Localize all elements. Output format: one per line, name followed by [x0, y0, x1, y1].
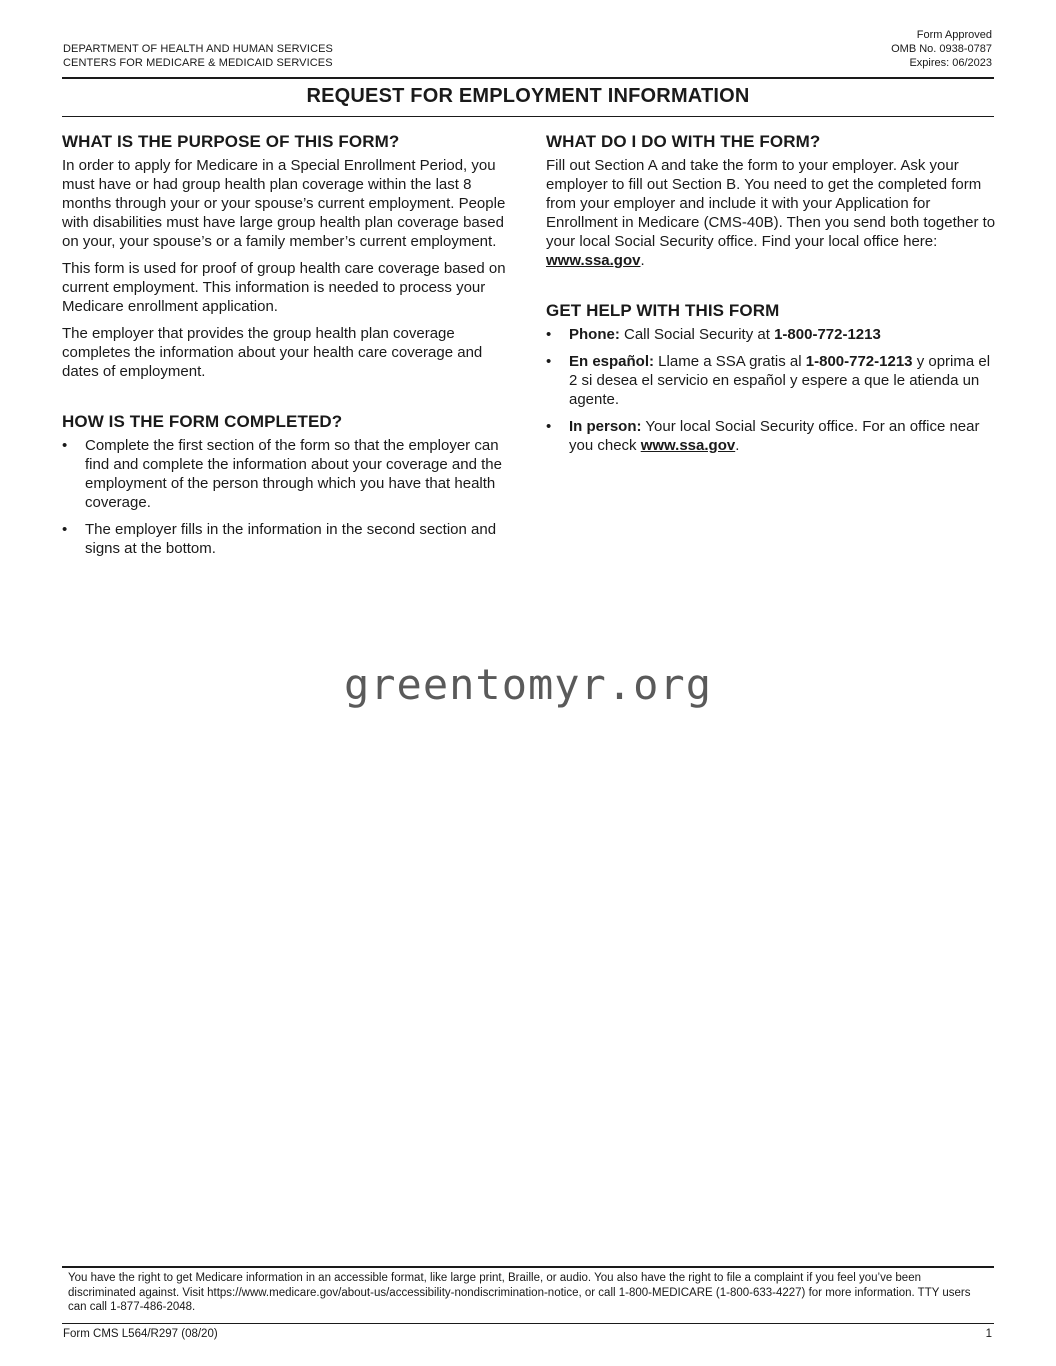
help-list: [546, 325, 996, 455]
bullet-icon: •: [546, 326, 552, 343]
agency-line-1: DEPARTMENT OF HEALTH AND HUMAN SERVICES: [63, 43, 333, 55]
form-title: REQUEST FOR EMPLOYMENT INFORMATION: [306, 85, 750, 107]
approval-line-1: Form Approved: [916, 29, 992, 41]
help-heading: GET HELP WITH THIS FORM: [546, 301, 780, 320]
accessibility-notice: You have the right to get Medicare information in an accessible format, like large print, Braille, or audio. You also have the right to file a complaint if you feel you’ve been discriminated against. Visit https://www.medicare.gov/about-us/accessibility-nondiscrimination-notice, or call 1-800-MEDICARE (1-800-633-4227) for more information. TTY users can call 1-877-486-2048.: [68, 1272, 971, 1313]
what-to-do-heading: WHAT DO I DO WITH THE FORM?: [546, 132, 821, 151]
espanol-text-1: Llame a SSA gratis al: [654, 353, 806, 370]
completion-step-1: Complete the first section of the form so that the employer can find and complete the information about your coverage and the employment of the person through which you have that health coverage.: [85, 437, 502, 511]
completion-list: [62, 436, 512, 558]
footer-bottom-divider: [62, 1323, 994, 1324]
completion-step-2: The employer fills in the information in the second section and signs at the bottom.: [85, 521, 497, 557]
espanol-text-2: y oprima el 2 si desea el servicio en español y espere a que le atienda un agente.: [569, 353, 991, 408]
list-item: [62, 520, 512, 558]
title-divider: [62, 116, 994, 117]
espanol-label: En español:: [569, 353, 655, 370]
purpose-paragraph-2: This form is used for proof of group health care coverage based on current employment. This information is needed to process your Medicare enrollment application.: [62, 260, 506, 315]
period: .: [640, 252, 645, 269]
expiration-date: Expires: 06/2023: [909, 57, 992, 69]
ssa-link[interactable]: www.ssa.gov: [546, 252, 641, 269]
watermark: greentomyr.org: [343, 660, 712, 709]
list-item: [62, 436, 512, 512]
in-person-label: In person:: [569, 418, 642, 435]
completion-heading: HOW IS THE FORM COMPLETED?: [62, 412, 343, 431]
page-number: 1: [985, 1328, 992, 1340]
header-divider: [62, 77, 994, 79]
bullet-icon: •: [546, 418, 552, 435]
footer-divider: [62, 1266, 994, 1268]
right-column: [546, 131, 996, 463]
ssa-office-link[interactable]: www.ssa.gov: [640, 437, 736, 454]
list-item: [546, 352, 996, 409]
agency-line-2: CENTERS FOR MEDICARE & MEDICAID SERVICES: [63, 57, 333, 69]
agency-block: [63, 42, 333, 70]
phone-label: Phone:: [569, 326, 620, 343]
purpose-paragraph-1: In order to apply for Medicare in a Special Enrollment Period, you must have or had group health plan coverage within the last 8 months through your or your spouse’s current employment. People with disabilities must have large group health plan coverage based on your, your spouse’s or a family member’s current employment.: [62, 157, 506, 250]
omb-number: OMB No. 0938-0787: [891, 43, 992, 55]
period: .: [735, 437, 740, 454]
espanol-number: 1-800-772-1213: [805, 353, 913, 370]
bullet-icon: •: [62, 521, 68, 538]
purpose-paragraph-3: The employer that provides the group health plan coverage completes the information about your health care coverage and dates of employment.: [62, 325, 483, 380]
phone-number: 1-800-772-1213: [774, 326, 881, 343]
purpose-heading: WHAT IS THE PURPOSE OF THIS FORM?: [62, 132, 400, 151]
bullet-icon: •: [546, 353, 552, 370]
list-item: [546, 325, 996, 344]
form-identifier: Form CMS L564/R297 (08/20): [63, 1328, 218, 1340]
what-to-do-paragraph: [546, 156, 996, 270]
what-to-do-text: Fill out Section A and take the form to your employer. Ask your employer to fill out Section B. You need to get the completed form from your employer and include it with your Application for Enrollment in Medicare (CMS-40B). Then you send both together to your local Social Security office. Find your local office here:: [546, 157, 996, 250]
list-item: [546, 417, 996, 455]
in-person-text: Your local Social Security office. For an office near you check: [569, 418, 980, 454]
bullet-icon: •: [62, 437, 68, 454]
approval-block: [891, 28, 992, 70]
phone-text: Call Social Security at: [619, 326, 775, 343]
left-column: [62, 131, 512, 566]
